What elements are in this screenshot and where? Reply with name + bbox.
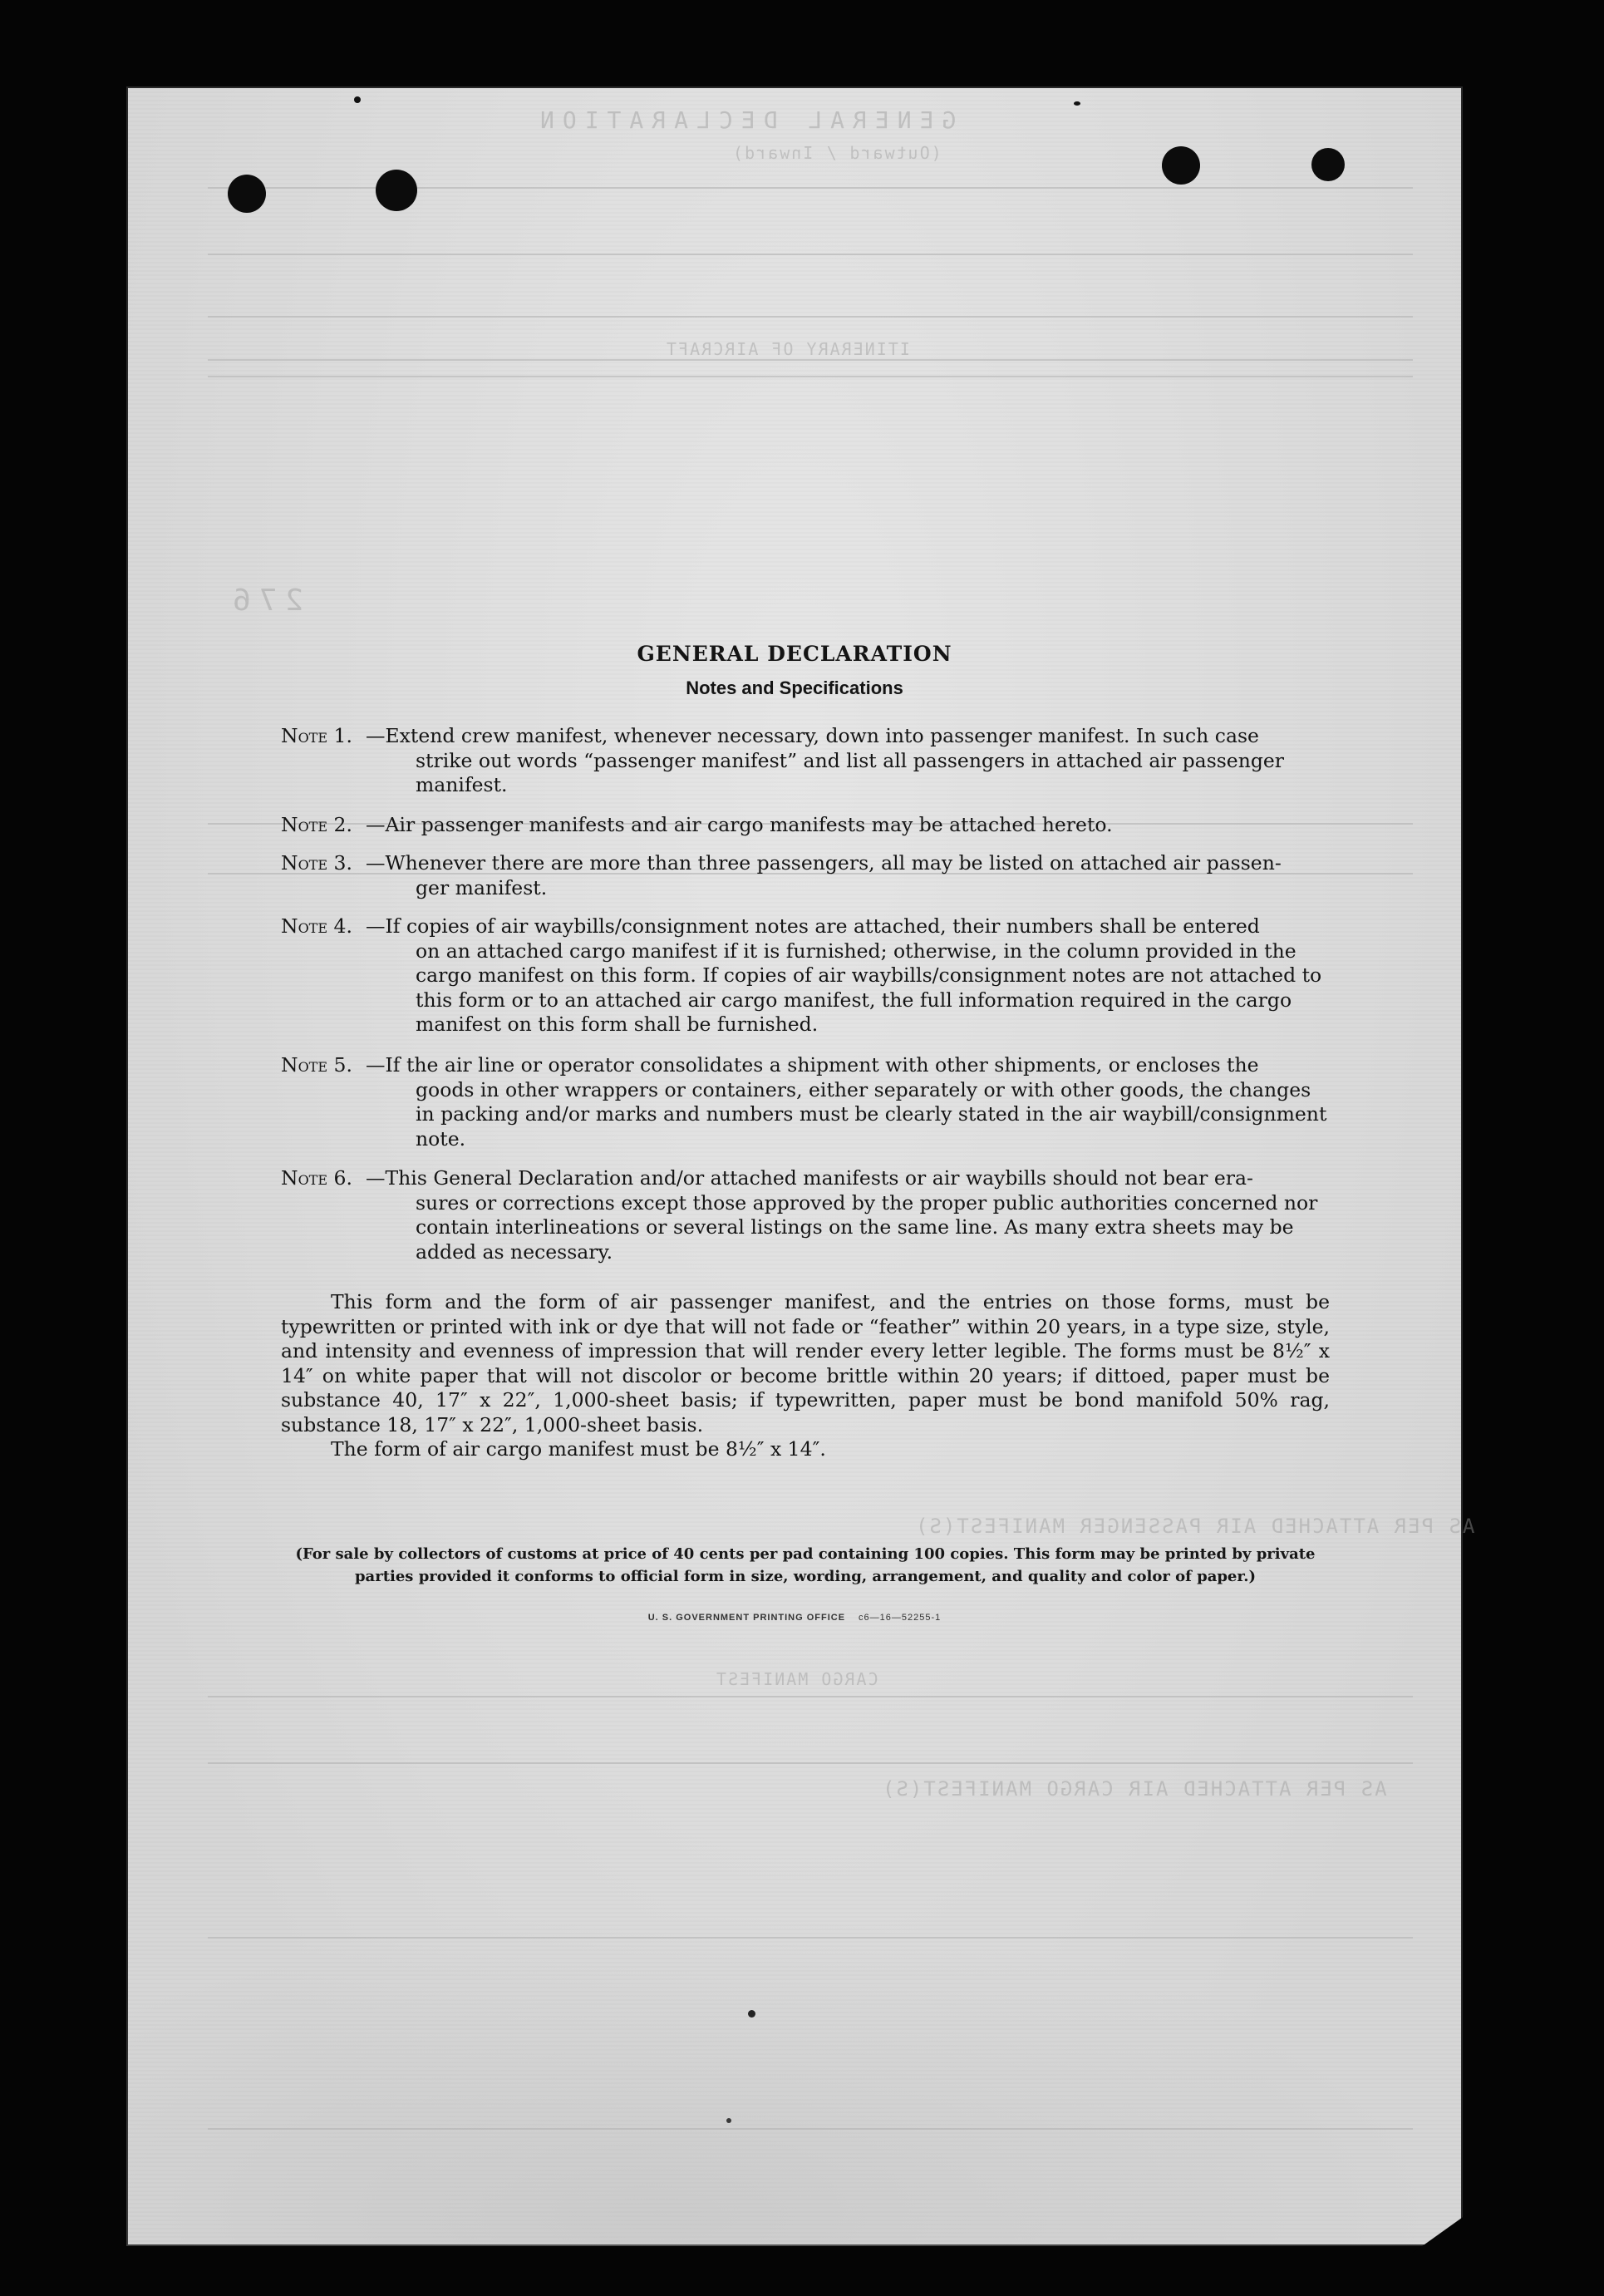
note-text: —If copies of air waybills/consignment notes are attached, their numbers shall be entered	[366, 914, 1260, 938]
note-label: Note 4.	[281, 914, 352, 938]
note-label: Note 2.	[281, 813, 352, 836]
note-text-continued: ger manifest.	[416, 875, 548, 899]
bleed-through-itinerary: ITINERARY OF AIRCRAFT	[665, 339, 910, 359]
bleed-through-header: GENERAL DECLARATION	[532, 106, 957, 134]
punch-hole-icon	[228, 175, 266, 213]
note-2	[281, 813, 1330, 838]
bleed-through-cargo-heading: CARGO MANIFEST	[715, 1669, 878, 1689]
ink-speck	[1074, 101, 1080, 106]
paragraph-last-line: The form of air cargo manifest must be 8½″ x 14″.	[331, 1437, 826, 1461]
note-text: —If the air line or operator consolidates a shipment with other shipments, or encloses the	[366, 1053, 1259, 1077]
note-label: Note 3.	[281, 851, 352, 875]
note-text-continued: goods in other wrappers or containers, either separately or with other goods, the changes in packing and/or marks and numbers must be clearly stated in the air waybill/consignment note.	[416, 1077, 1327, 1150]
note-text: —Extend crew manifest, whenever necessary, down into passenger manifest. In such case	[366, 724, 1259, 747]
bleed-through-passengers: AS PER ATTACHED AIR PASSENGER MANIFEST(S)	[914, 1515, 1475, 1538]
bleed-through-rule	[208, 254, 1413, 255]
bleed-through-rule	[208, 316, 1413, 318]
note-label: Note 5.	[281, 1053, 352, 1077]
bleed-through-rule	[208, 1762, 1413, 1764]
printer-line	[126, 1613, 1463, 1623]
bleed-through-rule	[208, 376, 1413, 377]
printer-code: c6—16—52255-1	[859, 1613, 942, 1623]
note-label: Note 1.	[281, 724, 352, 747]
bleed-through-cargo: AS PER ATTACHED AIR CARGO MANIFEST(S)	[881, 1777, 1387, 1801]
bleed-through-stamp: 276	[224, 584, 304, 618]
note-6	[281, 1166, 1330, 1264]
note-text: —Air passenger manifests and air cargo manifests may be attached hereto.	[366, 813, 1113, 836]
document-subtitle: Notes and Specifications	[686, 677, 903, 698]
paper-smudge	[126, 1912, 1463, 2246]
form-requirements-paragraph	[281, 1290, 1330, 1462]
ink-speck	[354, 96, 361, 103]
document-title: GENERAL DECLARATION	[637, 642, 952, 666]
note-1	[281, 724, 1330, 798]
note-5	[281, 1053, 1330, 1151]
punch-hole-icon	[1162, 146, 1200, 185]
note-text: —This General Declaration and/or attached manifests or air waybills should not bear era-	[366, 1166, 1253, 1190]
note-text-continued: sures or corrections except those approved by the proper public authorities concerned nor contain interlineations or several listings on the same line. As many extra sheets may be added as necessary.	[416, 1190, 1318, 1264]
sale-notice: (For sale by collectors of customs at price of 40 cents per pad containing 100 copies. This form may be printed by private parties provided it conforms to official form in size, wording, arrangement, and quality and color of paper.)	[295, 1545, 1316, 1585]
note-text-continued: on an attached cargo manifest if it is furnished; otherwise, in the column provided in the cargo manifest on this form. If copies of air waybills/consignment notes are not attached to this form or to an attached air cargo manifest, the full information required in the cargo manifest on this form shall be furnished.	[416, 939, 1322, 1036]
note-label: Note 6.	[281, 1166, 352, 1190]
punch-hole-icon	[1311, 148, 1345, 181]
paragraph-text: This form and the form of air passenger manifest, and the entries on those forms, must be typewritten or printed with ink or dye that will not fade or “feather” within 20 years, in a type size, style, and intensity and evenness of impression that will render every letter legible. The forms must be 8½″ x 14″ on white paper that will not discolor or become brittle within 20 years; if dittoed, paper must be substance 40, 17″ x 22″, 1,000-sheet basis; if typewritten, paper must be bond manifold 50% rag, substance 18, 17″ x 22″, 1,000-sheet basis.	[281, 1290, 1330, 1436]
note-text-continued: strike out words “passenger manifest” and list all passengers in attached air passenger manifest.	[416, 748, 1285, 796]
punch-hole-icon	[376, 170, 417, 211]
note-4	[281, 914, 1330, 1037]
bleed-through-rule	[208, 1696, 1413, 1697]
note-text: —Whenever there are more than three passengers, all may be listed on attached air passen-	[366, 851, 1282, 875]
bleed-through-rule	[208, 359, 1413, 361]
printer-name: U. S. GOVERNMENT PRINTING OFFICE	[647, 1613, 846, 1623]
bleed-through-subheader: (Outward / Inward)	[731, 143, 942, 163]
note-3	[281, 851, 1330, 900]
